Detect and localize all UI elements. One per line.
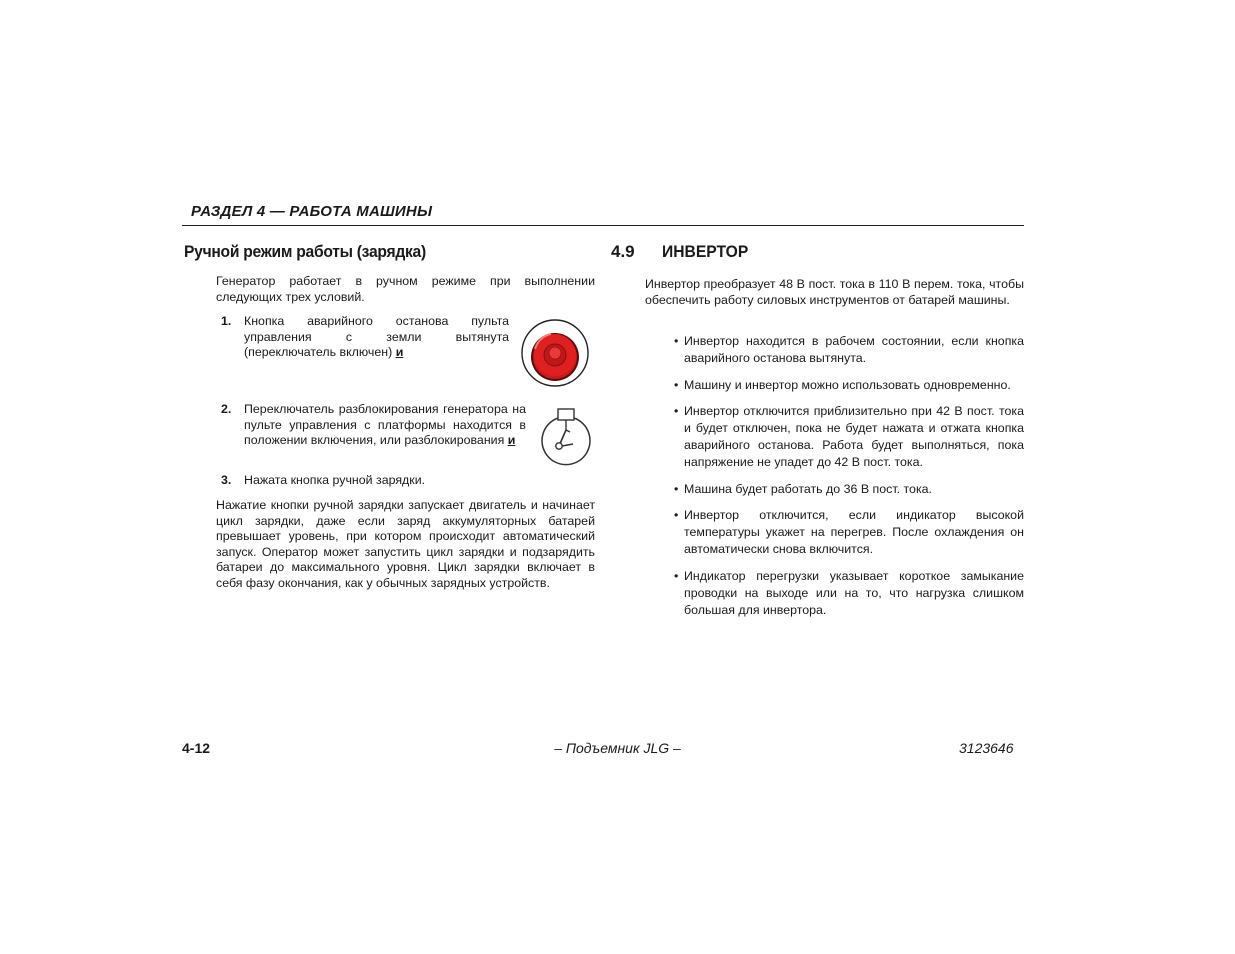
item-1-text bbox=[244, 314, 509, 361]
left-paragraph: Нажатие кнопки ручной зарядки запускает двигатель и начинает цикл зарядки, даже если заряд аккумуляторных батарей превышает уровень, при котором происходит автоматический запуск. Оператор может запустить цикл зарядки и подзарядить батареи до максимального уровня. Цикл зарядки включает в себя фазу окончания, как у обычных зарядных устройств. bbox=[216, 498, 595, 590]
header-divider bbox=[182, 225, 1024, 226]
right-heading: ИНВЕРТОР bbox=[662, 242, 749, 261]
section-header: РАЗДЕЛ 4 — РАБОТА МАШИНЫ bbox=[191, 203, 433, 220]
generator-unlock-switch-icon bbox=[541, 406, 591, 473]
bullet-icon: • bbox=[674, 481, 679, 496]
item-2-text bbox=[244, 402, 526, 449]
item-1-body: Кнопка аварийного останова пульта управления с земли вытянута (переключатель включен) bbox=[244, 314, 509, 359]
item-1-number: 1. bbox=[221, 314, 232, 328]
item-2-number: 2. bbox=[221, 402, 232, 416]
item-3-number: 3. bbox=[221, 473, 232, 487]
inverter-bullet-list bbox=[674, 333, 1024, 628]
left-intro: Генератор работает в ручном режиме при выполнении следующих трех условий. bbox=[216, 274, 595, 304]
list-item bbox=[674, 403, 1024, 471]
list-item bbox=[674, 377, 1024, 394]
document-number: 3123646 bbox=[959, 740, 1014, 756]
bullet-text: Индикатор перегрузки указывает короткое замыкание проводки на выходе или на то, что нагрузка слишком большая для инвертора. bbox=[684, 568, 1024, 617]
bullet-text: Инвертор отключится, если индикатор высокой температуры укажет на перегрев. После охлаждения он автоматически снова включится. bbox=[684, 508, 1024, 556]
item-1-conj: и bbox=[395, 345, 404, 359]
bullet-icon: • bbox=[674, 404, 679, 418]
list-item bbox=[674, 333, 1024, 367]
bullet-icon: • bbox=[674, 334, 679, 348]
right-intro: Инвертор преобразует 48 В пост. тока в 110 В перем. тока, чтобы обеспечить работу силовых инструментов от батарей машины. bbox=[645, 277, 1024, 307]
bullet-icon: • bbox=[674, 508, 679, 522]
bullet-icon: • bbox=[674, 377, 679, 392]
list-item bbox=[674, 507, 1024, 558]
section-number: 4.9 bbox=[611, 242, 635, 261]
left-heading: Ручной режим работы (зарядка) bbox=[184, 242, 426, 261]
item-2-conj: и bbox=[507, 433, 516, 447]
list-item bbox=[674, 481, 1024, 498]
bullet-text: Машина будет работать до 36 В пост. тока. bbox=[684, 481, 932, 496]
page-number: 4-12 bbox=[182, 740, 211, 756]
bullet-text: Инвертор находится в рабочем состоянии, если кнопка аварийного останова вытянута. bbox=[684, 334, 1024, 365]
bullet-text: Машину и инвертор можно использовать одновременно. bbox=[684, 377, 1011, 392]
bullet-text: Инвертор отключится приблизительно при 42 В пост. тока и будет отключен, пока не будет нажата и отжата кнопка аварийного останова. Работа будет выполняться, пока напряжение не упадет до 42 В пост. тока. bbox=[684, 404, 1024, 469]
bullet-icon: • bbox=[674, 568, 679, 583]
emergency-stop-button-icon bbox=[521, 319, 591, 394]
item-2-body: Переключатель разблокирования генератора на пульте управления с платформы находится в положении включения, или разблокирования bbox=[244, 402, 526, 447]
item-3-text: Нажата кнопка ручной зарядки. bbox=[244, 473, 426, 487]
footer-title: – Подъемник JLG – bbox=[554, 740, 681, 756]
list-item bbox=[674, 568, 1024, 619]
